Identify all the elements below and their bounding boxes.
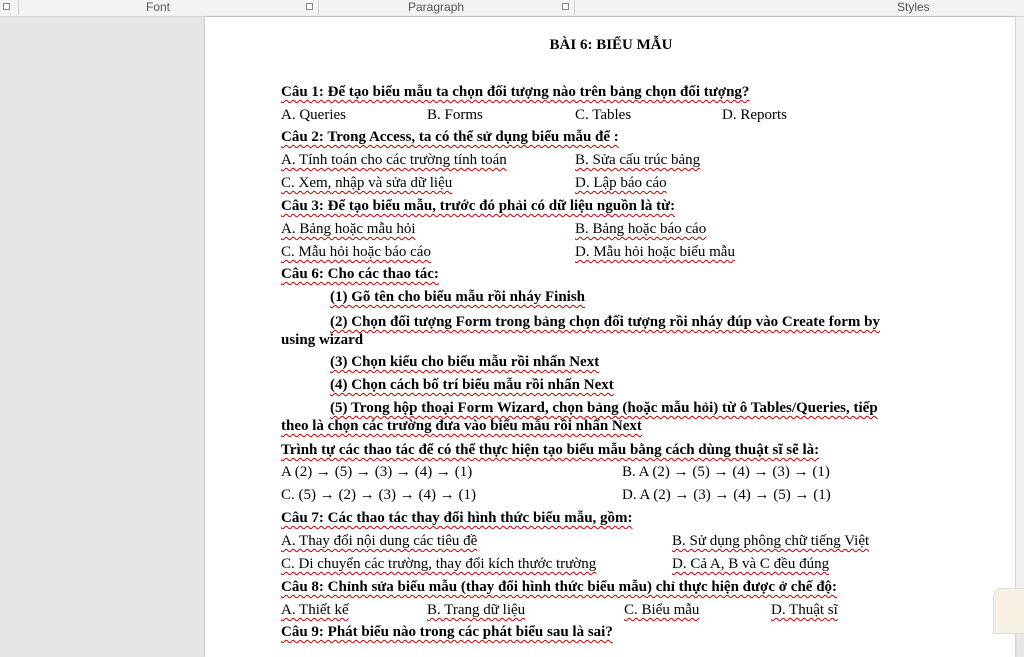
q8-option-b: B. Trang dữ liệu xyxy=(427,602,526,618)
question-9: Câu 9: Phát biểu nào trong các phát biểu sau là sai? xyxy=(281,624,613,640)
question-8: Câu 8: Chỉnh sửa biểu mẫu (thay đổi hình thức biểu mẫu) chỉ thực hiện được ở chế độ: xyxy=(281,579,838,595)
ribbon-group-styles: Styles xyxy=(897,0,930,14)
q3-option-a: A. Bảng hoặc mẫu hỏi xyxy=(281,221,416,237)
q6-step-2-cont: using wizard xyxy=(281,332,364,348)
q6-step-2: (2) Chọn đối tượng Form trong bảng chọn đối tượng rồi nháy đúp vào Create form by xyxy=(330,314,880,330)
dialog-launcher-icon[interactable] xyxy=(3,3,10,10)
q2-option-c: C. Xem, nhập và sửa dữ liệu xyxy=(281,175,453,191)
paragraph-dialog-launcher-icon[interactable] xyxy=(562,3,569,10)
ribbon-group-font: Font xyxy=(146,0,171,14)
q6-step-5: (5) Trong hộp thoại Form Wizard, chọn bảng (hoặc mẫu hỏi) từ ô Tables/Queries, tiếp xyxy=(330,400,878,416)
question-7: Câu 7: Các thao tác thay đổi hình thức biểu mẫu, gồm: xyxy=(281,510,633,526)
q6-step-1: (1) Gõ tên cho biểu mẫu rồi nháy Finish xyxy=(330,289,586,305)
q7-option-b: B. Sử dụng phông chữ tiếng Việt xyxy=(672,533,870,549)
q6-question: Trình tự các thao tác để có thể thực hiện tạo biểu mẫu bằng cách dùng thuật sĩ sẽ là: xyxy=(281,442,820,458)
ribbon-group-paragraph: Paragraph xyxy=(408,0,465,14)
document-page[interactable] xyxy=(205,17,1015,657)
q6-option-c: C. (5) → (2) → (3) → (4) → (1) xyxy=(281,487,476,503)
document-title: BÀI 6: BIỂU MẪU xyxy=(549,37,673,53)
q1-option-d: D. Reports xyxy=(722,107,787,123)
q7-option-d: D. Cả A, B và C đều đúng xyxy=(672,556,830,572)
vertical-scrollbar[interactable] xyxy=(1016,17,1024,632)
q7-option-a: A. Thay đổi nội dung các tiêu đề xyxy=(281,533,478,549)
q3-option-d: D. Mẫu hỏi hoặc biểu mẫu xyxy=(575,244,735,260)
q8-option-d: D. Thuật sĩ xyxy=(771,602,838,618)
q6-step-3: (3) Chọn kiểu cho biểu mẫu rồi nhấn Next xyxy=(330,354,600,370)
q6-step-5-cont: theo là chọn các trường đưa vào biểu mẫu rồi nhấn Next xyxy=(281,418,642,434)
q2-option-d: D. Lập báo cáo xyxy=(575,175,667,191)
q1-option-a: A. Queries xyxy=(281,107,346,123)
ribbon-group-labels xyxy=(0,0,1024,17)
question-2: Câu 2: Trong Access, ta có thể sử dụng biểu mẫu để : xyxy=(281,129,619,145)
q2-option-a: A. Tính toán cho các trường tính toán xyxy=(281,152,507,168)
q1-option-b: B. Forms xyxy=(427,107,483,123)
q7-option-c: C. Di chuyển các trường, thay đổi kích thước trường xyxy=(281,556,597,572)
ribbon-separator xyxy=(318,0,319,15)
ribbon-separator xyxy=(574,0,575,15)
q3-option-b: B. Bảng hoặc báo cáo xyxy=(575,221,707,237)
q6-option-a: A (2) → (5) → (3) → (4) → (1) xyxy=(281,464,473,480)
q3-option-c: C. Mẫu hỏi hoặc báo cáo xyxy=(281,244,431,260)
q6-option-b: B. A (2) → (5) → (4) → (3) → (1) xyxy=(622,464,830,480)
q8-option-c: C. Biểu mẫu xyxy=(624,602,700,618)
question-3: Câu 3: Để tạo biểu mẫu, trước đó phải có dữ liệu nguồn là từ: xyxy=(281,198,676,214)
question-1: Câu 1: Để tạo biểu mẫu ta chọn đối tượng nào trên bảng chọn đối tượng? xyxy=(281,84,750,100)
q2-option-b: B. Sửa cấu trúc bảng xyxy=(575,152,701,168)
font-dialog-launcher-icon[interactable] xyxy=(306,3,313,10)
q1-option-c: C. Tables xyxy=(575,107,632,123)
question-6: Câu 6: Cho các thao tác: xyxy=(281,266,439,282)
q6-step-4: (4) Chọn cách bố trí biểu mẫu rồi nhấn Next xyxy=(330,377,614,393)
ribbon-separator xyxy=(18,0,19,15)
q6-option-d: D. A (2) → (3) → (4) → (5) → (1) xyxy=(622,487,831,503)
floating-widget[interactable] xyxy=(993,588,1024,634)
q8-option-a: A. Thiết kế xyxy=(281,602,349,618)
